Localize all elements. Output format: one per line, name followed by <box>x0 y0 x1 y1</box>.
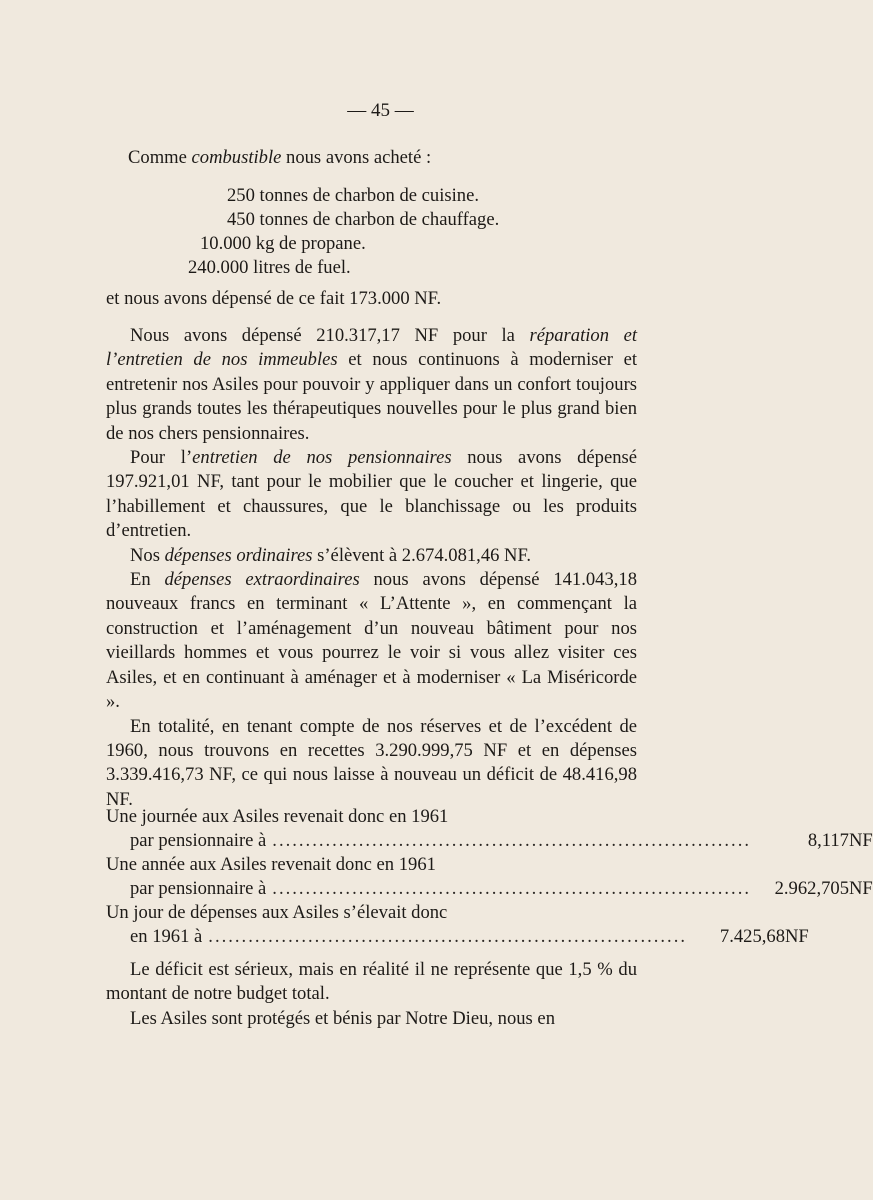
spent-line: et nous avons dépensé de ce fait 173.000 NF. <box>106 288 442 309</box>
intro-before: Comme <box>128 147 192 168</box>
p4-text-a: En <box>130 569 165 591</box>
p1-emph: réparation et l’entretien de nos immeubles <box>106 325 637 371</box>
p3-text-b: s’élèvent à 2.674.081,46 NF. <box>312 544 531 566</box>
cost-line1: Une année aux Asiles revenait donc en 1961 <box>106 854 436 875</box>
cost-value: 2.962,705 <box>774 878 849 899</box>
cost-value: 8,117 <box>807 830 849 851</box>
cost-unit: NF <box>848 830 873 851</box>
page-number: — 45 — <box>347 100 414 121</box>
paragraph-ordinary <box>106 544 637 568</box>
cost-row <box>106 805 873 853</box>
cost-unit: NF <box>784 926 809 947</box>
p4-emph: dépenses extraordinaires <box>164 569 360 591</box>
leader-dots: ........................................................................ <box>272 878 751 899</box>
p1-text-b: et nous continuons à moderniser et entretenir nos Asiles pour pouvoir y appliquer dans un confort toujours plus grands toutes les thérapeutiques nouvelles pour le plus grand bien de nos chers pensionnaires. <box>106 349 637 444</box>
intro-emph: combustible <box>191 147 282 168</box>
cost-value: 7.425,68 <box>719 926 785 947</box>
paragraph-extraordinary <box>106 568 637 714</box>
cost-unit: NF <box>848 878 873 899</box>
cost-label: par pensionnaire à <box>130 878 267 899</box>
paragraph-blessing: Les Asiles sont protégés et bénis par Notre Dieu, nous en <box>130 1007 555 1029</box>
cost-row <box>106 853 873 901</box>
cost-line1: Un jour de dépenses aux Asiles s’élevait donc <box>106 902 448 923</box>
cost-label: en 1961 à <box>130 926 203 947</box>
leader-dots: ........................................................................ <box>272 830 751 851</box>
closing-text <box>106 958 637 1031</box>
fuel-intro <box>106 146 637 170</box>
p2-text-a: Pour l’ <box>130 447 193 469</box>
leader-dots: ........................................................................ <box>208 926 687 947</box>
fuel-total <box>106 287 637 311</box>
cost-line2 <box>106 925 809 949</box>
p4-text-b: nous avons dépensé 141.043,18 nouveaux francs en terminant « L’Attente », en commençant la construction et l’aménagement d’un nouveau bâtiment pour nos vieillards hommes et vous pourrez le voir si vous allez visiter ces Asiles, et en continuant à aménager et à moderniser « La Miséricorde ». <box>106 569 637 713</box>
cost-line1: Une journée aux Asiles revenait donc en 1961 <box>106 806 449 827</box>
purchase-item: 240.000 litres de fuel. <box>188 257 351 278</box>
p2-emph: entretien de nos pensionnaires <box>192 447 452 469</box>
purchase-item: 10.000 kg de propane. <box>200 233 366 254</box>
cost-label: par pensionnaire à <box>130 830 267 851</box>
purchase-item: 250 tonnes de charbon de cuisine. <box>227 185 479 206</box>
paragraph-repairs <box>106 324 637 446</box>
cost-table <box>106 805 873 949</box>
intro-after: nous avons acheté : <box>281 147 432 168</box>
body-text <box>106 324 637 812</box>
p3-emph: dépenses ordinaires <box>164 544 313 566</box>
p1-text-a: Nous avons dépensé 210.317,17 NF pour la <box>130 325 530 346</box>
cost-row <box>106 901 809 949</box>
purchase-item: 450 tonnes de charbon de chauffage. <box>227 209 500 230</box>
paragraph-residents <box>106 446 637 544</box>
cost-line2 <box>106 877 873 901</box>
p2-text-b: nous avons dépensé 197.921,01 NF, tant pour le mobilier que le coucher et lingerie, que l’habillement et chaussures, que le blanchissage ou les produits d’entretien. <box>106 447 637 542</box>
paragraph-deficit: Le déficit est sérieux, mais en réalité il ne représente que 1,5 % du montant de notre budget total. <box>106 959 637 1005</box>
cost-line2 <box>106 829 873 853</box>
paragraph-totals: En totalité, en tenant compte de nos réserves et de l’excédent de 1960, nous trouvons en recettes 3.290.999,75 NF et en dépenses 3.339.416,73 NF, ce qui nous laisse à nouveau un déficit de 48.416,98 NF. <box>106 715 637 810</box>
p3-text-a: Nos <box>130 544 165 566</box>
